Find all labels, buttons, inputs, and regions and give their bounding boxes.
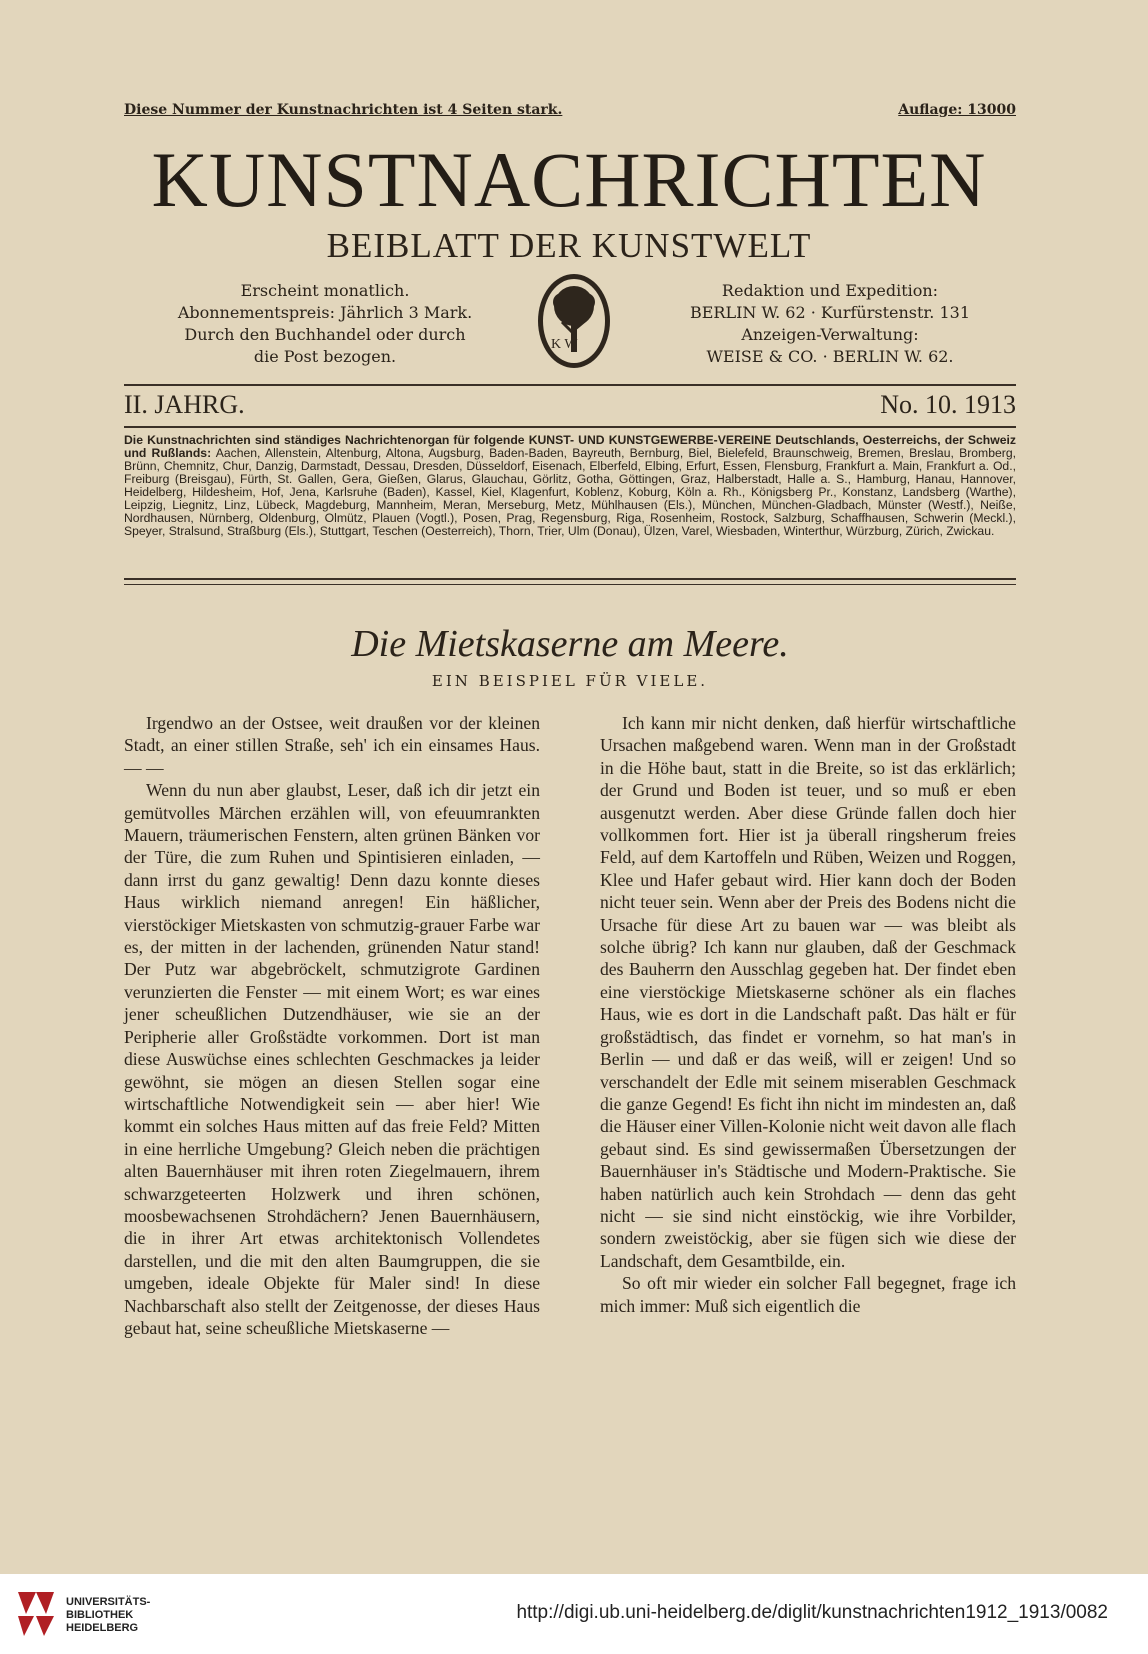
divider bbox=[124, 384, 1016, 386]
paragraph: Irgendwo an der Ostsee, weit draußen vor der kleinen Stadt, an einer stillen Straße, seh' ich ein einsames Haus. — — bbox=[124, 713, 540, 778]
article-subtitle: EIN BEISPIEL FÜR VIELE. bbox=[431, 672, 709, 690]
library-name-line: BIBLIOTHEK bbox=[66, 1609, 134, 1621]
circulation-note: Auflage: 13000 bbox=[898, 102, 1016, 118]
info-right-line: Anzeigen-Verwaltung: bbox=[741, 325, 919, 344]
page-count-note: Diese Nummer der Kunstnachrichten ist 4 Seiten stark. bbox=[124, 102, 563, 118]
info-left-line: die Post bezogen. bbox=[253, 347, 397, 366]
kw-tree-logo-icon bbox=[536, 272, 612, 370]
article-column-right bbox=[600, 712, 1016, 1317]
top-notice-row bbox=[124, 102, 1016, 118]
info-left-line: Durch den Buchhandel oder durch bbox=[184, 325, 466, 344]
divider bbox=[124, 426, 1016, 428]
library-name bbox=[66, 1596, 150, 1635]
logo-letters: K W bbox=[551, 337, 578, 352]
divider bbox=[124, 584, 1016, 585]
society-cities: Aachen, Allenstein, Altenburg, Altona, Augsburg, Baden-Baden, Bayreuth, Bernburg, Biel, Bielefeld, Braunschweig, Bremen, Breslau, Bromberg, Brünn, Chemnitz, Chur, Danzig, Darmstadt, Dessau, Dresden, Düsseldorf, Eisenach, Elberfeld, Elbing, Erfurt, Essen, Flensburg, Frankfurt a. Main, Frankfurt a. Od., Freiburg (Breisgau), Fürth, St. Gallen, Gera, Gießen, Glarus, Glauchau, Görlitz, Gotha, Göttingen, Graz, Halberstadt, Halle a. S., Hamburg, Hanau, Hannover, Heidelberg, Hildesheim, Hof, Jena, Karlsruhe (Baden), Kassel, Kiel, Klagenfurt, Koblenz, Koburg, Köln a. Rh., Königsberg Pr., Konstanz, Landsberg (Warthe), Leipzig, Liegnitz, Linz, Lübeck, Magdeburg, Mannheim, Meran, Merseburg, Metz, Mühlhausen (Els.), München, München-Gladbach, Münster (Westf.), Neiße, Nordhausen, Nürnberg, Oldenburg, Olmütz, Plauen (Vogtl.), Posen, Prag, Regensburg, Riga, Rosenheim, Rostock, Salzburg, Schaffhausen, Schwerin (Meckl.), Speyer, Stralsund, Straßburg (Els.), Stuttgart, Teschen (Oesterreich), Thorn, Trier, Ulm (Donau), Ülzen, Varel, Wiesbaden, Winterthur, Würzburg, Zürich, Zwickau. bbox=[124, 446, 1016, 538]
masthead-title: KUNSTNACHRICHTEN bbox=[151, 136, 987, 223]
library-name-line: HEIDELBERG bbox=[66, 1622, 139, 1634]
info-left-line: Erscheint monatlich. bbox=[240, 281, 410, 300]
subscription-info bbox=[140, 280, 510, 368]
society-list-lead: Die Kunstnachrichten sind ständiges Nachrichtenorgan für folgende KUNST- UND KUNSTGEWERBE-VEREINE Deutschlands, Oesterreichs, der Schweiz und Rußlands: bbox=[124, 433, 1016, 460]
info-right-line: Redaktion und Expedition: bbox=[721, 281, 939, 300]
paragraph: Ich kann mir nicht denken, daß hierfür wirtschaftliche Ursachen maßgebend waren. Wenn man in der Großstadt in die Höhe baut, statt in die Breite, so ist das erklärlich; der Grund und Boden ist teuer, und so muß er eben ausgenutzt werden. Aber diese Gründe fallen doch hier vollkommen fort. Hier ist ja überall ringsherum freies Feld, auf dem Kartoffeln und Rüben, Weizen und Roggen, Klee und Hafer gebaut wird. Hier kann doch der Boden nicht teuer sein. Wenn aber der Preis des Bodens nicht die Ursache für diese Art zu bauen war — was bleibt als solche übrig? Ich kann nur glauben, daß der Geschmack des Bauherrn den Ausschlag gegeben hat. Der findet eben eine vierstöckige Mietskaserne schöner als ein flaches Haus, wie es dort in die Landschaft paßt. Das hält er für großstädtisch, das findet er vornehm, so hat man's in Berlin — und daß er das weiß, will er zeigen! Und so verschandelt der Edle mit seinem miserablen Geschmack die ganze Gegend! Es ficht ihn nicht im mindesten an, daß die Häuser einer Villen-Kolonie nicht weit davon alle flach gebaut sind. Es sind gewissermaßen Übersetzungen der Bauernhäuser in's Städtische und Modern-Praktische. Sie haben natürlich auch kein Strohdach — denn das geht nicht — sie sind nicht einstöckig, wie ihre Vorbilder, sondern zweistöckig, aber sie fügen sich wie diese der Landschaft, dem Gesamtbilde, ein. bbox=[600, 713, 1016, 1271]
masthead-subtitle: BEIBLATT DER KUNSTWELT bbox=[326, 226, 812, 265]
paragraph: So oft mir wieder ein solcher Fall begegnet, frage ich mich immer: Muß sich eigentlich die bbox=[600, 1273, 1016, 1316]
divider bbox=[124, 578, 1016, 580]
library-name-line: UNIVERSITÄTS- bbox=[66, 1596, 151, 1608]
article-column-left bbox=[124, 712, 540, 1339]
university-library-logo-icon bbox=[14, 1588, 58, 1640]
society-list bbox=[124, 434, 1016, 538]
paragraph: Wenn du nun aber glaubst, Leser, daß ich dir jetzt ein gemütvolles Märchen erzählen will, von efeuumrankten Mauern, träumerischen Fenstern, alten grünen Bänken vor der Türe, die zum Ruhen und Spintisieren einladen, — dann irrst du ganz gewaltig! Denn dazu konnte dieses Haus wirklich niemand anregen! Ein häßlicher, vierstöckiger Mietskasten von schmutzig-grauer Farbe war es, der mitten in der lachenden, grünenden Natur stand! Der Putz war abgebröckelt, schmutzigrote Gardinen verunzierten die Fenster — mit einem Wort; es war eines jener scheußlichen Dutzendhäuser, wie sie an der Peripherie aller Großstädte vorkommen. Dort ist man diese Auswüchse eines schlechten Geschmackes ja leider gewöhnt, sie mögen an diesen Stellen sogar eine wirtschaftliche Notwendigkeit sein — aber hier! Wie kommt ein solches Haus mitten auf das freie Feld? Mitten in eine herrliche Umgebung? Gleich neben die prächtigen alten Bauernhäuser mit ihren roten Ziegelmauern, ihrem schwarzgeteerten Holzwerk und ihren schönen, moosbewachsenen Strohdächern? Jenen Bauernhäusern, die in ihrer Art etwas architektonisch Vollendetes darstellen, und die mit den alten Baumgruppen, die sie umgeben, ideale Objekte für Maler sind! In diese Nachbarschaft also stellt der Zeitgenosse, der dieses Haus gebaut hat, seine scheußliche Mietskaserne — bbox=[124, 780, 540, 1338]
issue-number: No. 10. 1913 bbox=[880, 390, 1016, 419]
editorial-info bbox=[660, 280, 1000, 368]
volume-label: II. JAHRG. bbox=[124, 390, 245, 419]
issue-row bbox=[124, 390, 1016, 420]
article-title: Die Mietskaserne am Meere. bbox=[351, 623, 789, 665]
source-url-link[interactable]: http://digi.ub.uni-heidelberg.de/diglit/kunstnachrichten1912_1913/0082 bbox=[516, 1602, 1108, 1623]
info-right-line: BERLIN W. 62 · Kurfürstenstr. 131 bbox=[689, 303, 971, 322]
info-left-line: Abonnementspreis: Jährlich 3 Mark. bbox=[177, 303, 473, 322]
digitization-footer bbox=[0, 1574, 1148, 1654]
info-right-line: WEISE & CO. · BERLIN W. 62. bbox=[706, 347, 954, 366]
